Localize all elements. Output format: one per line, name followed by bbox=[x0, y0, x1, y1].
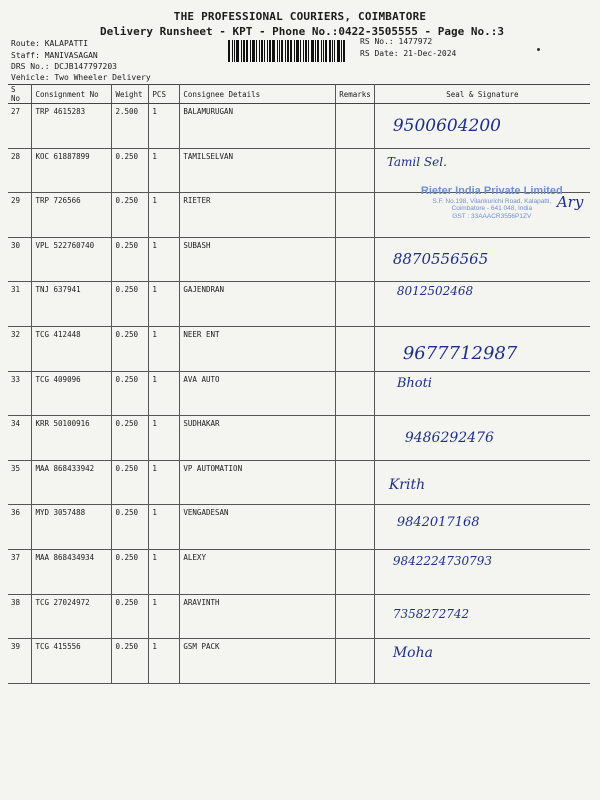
col-header-consignee: Consignee Details bbox=[180, 85, 336, 104]
barcode-bar bbox=[343, 40, 345, 62]
col-header-signature: Seal & Signature bbox=[374, 85, 590, 104]
drs-number: DRS No.: DCJB147797203 bbox=[11, 62, 117, 71]
handwritten-signature: Krith bbox=[388, 476, 426, 493]
table-row bbox=[8, 282, 590, 327]
row-consignment-no: KOC 61887899 bbox=[32, 148, 112, 193]
row-consignee: RIETER bbox=[180, 193, 336, 238]
handwritten-signature: Bhoti bbox=[396, 375, 432, 391]
row-consignee: AVA AUTO bbox=[180, 371, 336, 416]
row-sno: 30 bbox=[8, 237, 32, 282]
row-weight: 0.250 bbox=[112, 193, 149, 238]
speck-mark bbox=[537, 48, 540, 51]
row-remarks bbox=[336, 104, 375, 149]
row-consignment-no: KRR 50100916 bbox=[32, 416, 112, 461]
row-sno: 39 bbox=[8, 639, 32, 684]
row-pcs: 1 bbox=[149, 282, 180, 327]
barcode-bar bbox=[234, 40, 235, 62]
row-pcs: 1 bbox=[149, 148, 180, 193]
row-consignee: VENGADESAN bbox=[180, 505, 336, 550]
row-sno: 36 bbox=[8, 505, 32, 550]
barcode-bar bbox=[325, 40, 327, 62]
barcode-bar bbox=[264, 40, 265, 62]
row-weight: 0.250 bbox=[112, 460, 149, 505]
row-weight: 0.250 bbox=[112, 639, 149, 684]
barcode-bar bbox=[261, 40, 263, 62]
row-consignment-no: TRP 4615283 bbox=[32, 104, 112, 149]
barcode-bar bbox=[236, 40, 239, 62]
barcode-bar bbox=[252, 40, 255, 62]
barcode-bar bbox=[290, 40, 292, 62]
row-consignment-no: MYD 3057488 bbox=[32, 505, 112, 550]
barcode-bar bbox=[287, 40, 289, 62]
row-consignment-no: MAA 868433942 bbox=[32, 460, 112, 505]
row-sno: 28 bbox=[8, 148, 32, 193]
row-sno: 33 bbox=[8, 371, 32, 416]
row-remarks bbox=[336, 416, 375, 461]
row-consignee: SUBASH bbox=[180, 237, 336, 282]
row-seal-signature bbox=[374, 282, 590, 327]
row-pcs: 1 bbox=[149, 594, 180, 639]
barcode-bar bbox=[308, 40, 309, 62]
rs-date: RS Date: 21-Dec-2024 bbox=[360, 49, 457, 58]
barcode-bar bbox=[241, 40, 242, 62]
table-row bbox=[8, 460, 590, 505]
row-pcs: 1 bbox=[149, 193, 180, 238]
row-seal-signature bbox=[374, 594, 590, 639]
row-weight: 0.250 bbox=[112, 549, 149, 594]
row-seal-signature bbox=[374, 237, 590, 282]
col-header-remarks: Remarks bbox=[336, 85, 375, 104]
handwritten-signature: 9486292476 bbox=[404, 430, 494, 447]
row-remarks bbox=[336, 371, 375, 416]
barcode-bar bbox=[337, 40, 340, 62]
col-header-consignment: Consignment No bbox=[32, 85, 112, 104]
row-weight: 0.250 bbox=[112, 505, 149, 550]
barcode-bar bbox=[277, 40, 278, 62]
row-consignee: NEER ENT bbox=[180, 326, 336, 371]
handwritten-signature: Ary bbox=[556, 193, 584, 212]
row-weight: 0.250 bbox=[112, 594, 149, 639]
row-remarks bbox=[336, 326, 375, 371]
row-sno: 38 bbox=[8, 594, 32, 639]
barcode-bar bbox=[281, 40, 283, 62]
row-weight: 0.250 bbox=[112, 371, 149, 416]
row-consignment-no: TCG 409096 bbox=[32, 371, 112, 416]
row-sno: 29 bbox=[8, 193, 32, 238]
barcode-bar bbox=[317, 40, 319, 62]
row-sno: 27 bbox=[8, 104, 32, 149]
barcode-bar bbox=[323, 40, 324, 62]
barcode-bar bbox=[303, 40, 304, 62]
stamp-line-1: Rieter India Private Limited bbox=[420, 185, 563, 198]
row-sno: 34 bbox=[8, 416, 32, 461]
barcode-bar bbox=[267, 40, 268, 62]
vehicle-label: Vehicle: Two Wheeler Delivery bbox=[11, 73, 151, 82]
barcode-bar bbox=[228, 40, 230, 62]
table-row bbox=[8, 104, 590, 149]
table-row bbox=[8, 416, 590, 461]
row-consignee: BALAMURUGAN bbox=[180, 104, 336, 149]
barcode-bar bbox=[329, 40, 331, 62]
row-weight: 0.250 bbox=[112, 416, 149, 461]
row-sno: 35 bbox=[8, 460, 32, 505]
row-seal-signature bbox=[374, 460, 590, 505]
row-weight: 0.250 bbox=[112, 148, 149, 193]
row-remarks bbox=[336, 639, 375, 684]
barcode-bar bbox=[300, 40, 301, 62]
table-row bbox=[8, 193, 590, 238]
row-consignment-no: MAA 868434934 bbox=[32, 549, 112, 594]
row-consignee: TAMILSELVAN bbox=[180, 148, 336, 193]
row-consignee: GSM PACK bbox=[180, 639, 336, 684]
row-remarks bbox=[336, 193, 375, 238]
row-consignment-no: TNJ 637941 bbox=[32, 282, 112, 327]
row-sno: 32 bbox=[8, 326, 32, 371]
barcode-bar bbox=[332, 40, 333, 62]
handwritten-signature: 8870556565 bbox=[392, 249, 489, 268]
barcode-bar bbox=[315, 40, 316, 62]
stamp-line-2: S.F. No.198, Vilankurichi Road, Kalapatti, bbox=[432, 197, 552, 205]
row-remarks bbox=[336, 237, 375, 282]
company-title: THE PROFESSIONAL COURIERS, COIMBATORE bbox=[173, 10, 427, 23]
row-seal-signature bbox=[374, 639, 590, 684]
row-remarks bbox=[336, 282, 375, 327]
table-row bbox=[8, 326, 590, 371]
row-sno: 31 bbox=[8, 282, 32, 327]
row-pcs: 1 bbox=[149, 416, 180, 461]
table-header-row bbox=[8, 85, 590, 104]
row-consignment-no: TRP 726566 bbox=[32, 193, 112, 238]
delivery-table bbox=[8, 84, 590, 684]
table-row bbox=[8, 371, 590, 416]
row-weight: 0.250 bbox=[112, 326, 149, 371]
handwritten-signature: 7358272742 bbox=[392, 606, 470, 621]
handwritten-signature: 9842224730793 bbox=[392, 553, 493, 568]
row-remarks bbox=[336, 505, 375, 550]
col-header-sno: S No bbox=[8, 85, 32, 104]
barcode-bar bbox=[334, 40, 335, 62]
barcode-bar bbox=[279, 40, 280, 62]
barcode-bar bbox=[311, 40, 314, 62]
handwritten-signature: 9677712987 bbox=[402, 342, 518, 364]
row-sno: 37 bbox=[8, 549, 32, 594]
barcode-bar bbox=[341, 40, 342, 62]
barcode-bar bbox=[246, 40, 248, 62]
barcode-bar bbox=[305, 40, 307, 62]
barcode-bar bbox=[294, 40, 295, 62]
barcode-bar bbox=[243, 40, 245, 62]
table-row bbox=[8, 594, 590, 639]
barcode-bar bbox=[256, 40, 257, 62]
table-row bbox=[8, 237, 590, 282]
row-seal-signature bbox=[374, 549, 590, 594]
table-row bbox=[8, 639, 590, 684]
barcode-bar bbox=[321, 40, 322, 62]
row-consignee: ALEXY bbox=[180, 549, 336, 594]
barcode-bar bbox=[296, 40, 299, 62]
staff-label: Staff: MANIVASAGAN bbox=[11, 51, 98, 60]
row-pcs: 1 bbox=[149, 371, 180, 416]
barcode-bar bbox=[250, 40, 251, 62]
row-seal-signature bbox=[374, 104, 590, 149]
barcode-bar bbox=[272, 40, 275, 62]
row-seal-signature bbox=[374, 416, 590, 461]
row-pcs: 1 bbox=[149, 104, 180, 149]
barcode bbox=[228, 40, 352, 62]
row-pcs: 1 bbox=[149, 549, 180, 594]
row-weight: 2.500 bbox=[112, 104, 149, 149]
barcode-bar bbox=[269, 40, 271, 62]
col-header-weight: Weight bbox=[112, 85, 149, 104]
col-header-pcs: PCS bbox=[149, 85, 180, 104]
row-seal-signature bbox=[374, 371, 590, 416]
row-consignment-no: TCG 415556 bbox=[32, 639, 112, 684]
row-pcs: 1 bbox=[149, 639, 180, 684]
route-label: Route: KALAPATTI bbox=[11, 39, 89, 48]
row-weight: 0.250 bbox=[112, 237, 149, 282]
handwritten-signature: Moha bbox=[392, 645, 433, 662]
row-remarks bbox=[336, 460, 375, 505]
stamp-line-4: GST : 33AAACR3556P1ZV bbox=[452, 212, 532, 220]
row-consignment-no: TCG 412448 bbox=[32, 326, 112, 371]
row-pcs: 1 bbox=[149, 460, 180, 505]
row-seal-signature bbox=[374, 185, 590, 238]
row-remarks bbox=[336, 549, 375, 594]
row-pcs: 1 bbox=[149, 326, 180, 371]
handwritten-signature: 9842017168 bbox=[396, 515, 480, 531]
table-row bbox=[8, 505, 590, 550]
row-consignee: VP AUTOMATION bbox=[180, 460, 336, 505]
row-remarks bbox=[336, 594, 375, 639]
handwritten-signature: Tamil Sel. bbox=[386, 154, 447, 169]
row-seal-signature bbox=[374, 326, 590, 371]
row-remarks bbox=[336, 148, 375, 193]
row-pcs: 1 bbox=[149, 505, 180, 550]
stamp-line-3: Coimbatore - 641 048, India bbox=[451, 205, 533, 213]
row-pcs: 1 bbox=[149, 237, 180, 282]
barcode-bar bbox=[232, 40, 233, 62]
table-row bbox=[8, 549, 590, 594]
row-consignment-no: TCG 27024972 bbox=[32, 594, 112, 639]
row-weight: 0.250 bbox=[112, 282, 149, 327]
handwritten-signature: 8012502468 bbox=[396, 284, 474, 299]
barcode-bar bbox=[285, 40, 286, 62]
handwritten-signature: 9500604200 bbox=[392, 116, 501, 136]
row-seal-signature bbox=[374, 505, 590, 550]
row-consignment-no: VPL 522760740 bbox=[32, 237, 112, 282]
row-consignee: GAJENDRAN bbox=[180, 282, 336, 327]
row-consignee: SUDHAKAR bbox=[180, 416, 336, 461]
runsheet-subtitle: Delivery Runsheet - KPT - Phone No.:0422-3505555 - Page No.:3 bbox=[100, 25, 504, 38]
row-consignee: ARAVINTH bbox=[180, 594, 336, 639]
barcode-bar bbox=[259, 40, 260, 62]
rs-number: RS No.: 1477972 bbox=[360, 37, 433, 46]
